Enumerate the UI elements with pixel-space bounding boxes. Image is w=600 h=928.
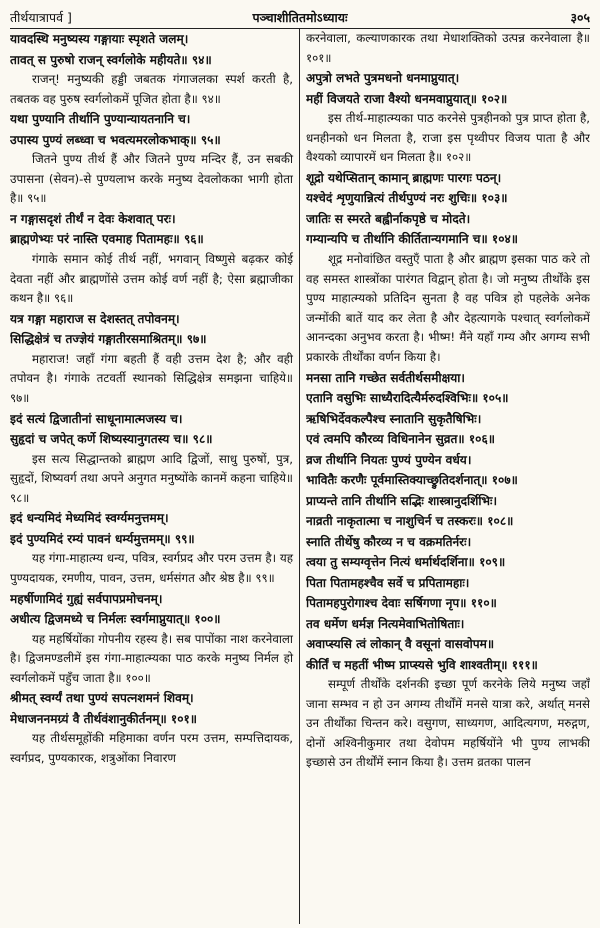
shloka-line: तावत् स पुरुषो राजन् स्वर्गलोके महीयते॥ ९४॥ [10,52,212,67]
translation-paragraph: करनेवाला, कल्याणकारक तथा मेधाशक्तिको उत्पन्न करनेवाला है॥ १०१॥ [306,31,590,65]
shloka-line: कीर्तिं च महतीं भीष्म प्राप्स्यसे भुवि शाश्वतीम्॥ १११॥ [306,657,538,672]
shloka-line: सिद्धिक्षेत्रं च तज्ज्ञेयं गङ्गातीरसमाश्रितम्॥ ९७॥ [10,332,207,347]
shloka-line: यावदस्थि मनुष्यस्य गङ्गायाः स्पृशते जलम्। [10,32,189,46]
translation-paragraph: शूद्र मनोवांछित वस्तुएँ पाता है और ब्राह्मण इसका पाठ करे तो वह समस्त शास्त्रोंका पारंगत विद्वान् होता है। जो मनुष्य तीर्थोंके इस पुण्य माहात्म्यको प्रतिदिन सुनता है वह पवित्र हो पहलेके अनेक जन्मोंकी बातें याद कर लेता है और देहत्यागके पश्चात् स्वर्गलोकमें आनन्दका अनुभव करता है। भीष्म! मैंने यहाँ गम्य और अगम्य सभी प्रकारके तीर्थोंका वर्णन किया है। [306,251,590,364]
shloka-line: ब्राह्मणेभ्यः परं नास्ति एवमाह पितामहः॥ ९६॥ [10,232,204,247]
shloka-line: मेधाजननमग्र्यं वै तीर्थवंशानुकीर्तनम्॥ १०१॥ [10,711,198,726]
shloka-line: प्राप्यन्ते तानि तीर्थानि सद्भिः शास्त्रानुदर्शिभिः। [306,493,498,508]
translation-paragraph: गंगाके समान कोई तीर्थ नहीं, भगवान् विष्णुसे बढ़कर कोई देवता नहीं और ब्राह्मणोंसे उत्तम कोई वर्ण नहीं है; ऐसा ब्रह्माजीका कथन है॥ ९६॥ [10,251,293,306]
shloka-line: शूद्रो यथेप्सितान् कामान् ब्राह्मणः पारगः पठन्। [306,170,502,185]
shloka-line: इदं सत्यं द्विजातीनां साधूनामात्मजस्य च। [10,411,183,426]
shloka-line: स्नाति तीर्थेषु कौरव्य न च वक्रमतिर्नरः। [306,534,472,549]
shloka-line: जातिः स स्मरते बह्वीर्नाकपृष्ठे च मोदते। [306,211,471,226]
shloka-line: यश्चेदं शृणुयान्नित्यं तीर्थपुण्यं नरः शुचिः॥ १०३॥ [306,191,508,206]
translation-paragraph: यह गंगा-माहात्म्य धन्य, पवित्र, स्वर्गप्रद और परम उत्तम है। यह पुण्यदायक, रमणीय, पावन, उत्तम, धर्मसंगत और श्रेष्ठ है॥ ९९॥ [10,551,293,585]
shloka-line: अवाप्स्यसि त्वं लोकान् वै वसूनां वासवोपम॥ [306,637,495,652]
shloka-line: गम्यान्यपि च तीर्थानि कीर्तितान्यगमानि च॥ १०४॥ [306,232,519,247]
shloka-line: अपुत्रो लभते पुत्रमधनो धनमाप्नुयात्। [306,71,460,86]
shloka-line: एतानि वसुभिः साध्यैरादित्यैर्मरुदश्विभिः॥ १०५॥ [306,391,509,406]
translation-paragraph: इस तीर्थ-माहात्म्यका पाठ करनेसे पुत्रहीनको पुत्र प्राप्त होता है, धनहीनको धन मिलता है, राजा इस पृथ्वीपर विजय पाता है और वैश्यको व्यापारमें धन मिलता है॥ १०२॥ [306,111,590,165]
shloka-line: सुहृदां च जपेत् कर्णे शिष्यस्यानुगतस्य च॥ ९८॥ [10,432,213,447]
shloka-line: व्रज तीर्थानि नियतः पुण्यं पुण्येन वर्धय। [306,452,472,467]
shloka-line: इदं पुण्यमिदं रम्यं पावनं धर्म्यमुत्तमम्॥ ९९॥ [10,531,195,546]
shloka-line: अधीत्य द्विजमध्ये च निर्मलः स्वर्गमाप्नुयात्॥ १००॥ [10,612,221,626]
shloka-line: ऋषिभिर्देवकल्पैश्च स्नातानि सुकृतैषिभिः। [306,411,482,426]
text-columns [10,29,590,924]
translation-paragraph: यह महर्षियोंका गोपनीय रहस्य है। सब पापोंका नाश करनेवाला है। द्विजमण्डलीमें इस गंगा-माहात्म्यका पाठ करके मनुष्य निर्मल हो स्वर्गलोकमें पहुँच जाता है॥ १००॥ [10,631,293,685]
translation-paragraph: इस सत्य सिद्धान्तको ब्राह्मण आदि द्विजों, साधु पुरुषों, पुत्र, सुहृदों, शिष्यवर्ग तथा अपने अनुगत मनुष्योंके कानमें कहना चाहिये॥ ९८॥ [10,451,293,505]
running-header [10,6,590,29]
shloka-line: महर्षीणामिदं गुह्यं सर्वपापप्रमोचनम्। [10,591,163,606]
left-column [10,29,300,924]
shloka-line: पिता पितामहश्चैव सर्वे च प्रपितामहाः। [306,575,470,590]
shloka-line: त्वया तु सम्यग्वृत्तेन नित्यं धर्मार्थदर्शिना॥ १०९॥ [306,555,506,570]
shloka-line: मनसा तानि गच्छेत सर्वतीर्थसमीक्षया। [306,370,465,385]
page-number: ३०५ [570,9,590,25]
shloka-line: यत्र गङ्गा महाराज स देशस्तत् तपोवनम्। [10,311,180,326]
shloka-line: न गङ्गासदृशं तीर्थं न देवः केशवात् परः। [10,211,176,226]
shloka-line: श्रीमत् स्वर्ग्यं तथा पुण्यं सपत्नशमनं शिवम्। [10,691,194,706]
right-column [300,29,590,924]
translation-paragraph: यह तीर्थसमूहोंकी महिमाका वर्णन परम उत्तम, सम्पत्तिदायक, स्वर्गप्रद, पुण्यकारक, शत्रुओंका निवारण [10,731,293,765]
header-chapter-title: पञ्चाशीतितमोऽध्यायः [252,9,348,25]
translation-paragraph: जितने पुण्य तीर्थ हैं और जितने पुण्य मन्दिर हैं, उन सबकी उपासना (सेवन)-से पुण्यलाभ करके मनुष्य देवलोकका भागी होता है॥ ९५॥ [10,152,293,206]
translation-paragraph: राजन्! मनुष्यकी हड्डी जबतक गंगाजलका स्पर्श करती है, तबतक वह पुरुष स्वर्गलोकमें पूजित होता है॥ ९४॥ [10,72,293,106]
translation-paragraph: सम्पूर्ण तीर्थोंके दर्शनकी इच्छा पूर्ण करनेके लिये मनुष्य जहाँ जाना सम्भव न हो उन अगम्य तीर्थोंमें मनसे यात्रा करे, अर्थात् मनसे उन तीर्थोंका चिन्तन करे। वसुगण, साध्यगण, आदित्यगण, मरुद्गण, दोनों अश्विनीकुमार तथा देवोपम महर्षियोंने भी पुण्य लाभकी इच्छासे उन तीर्थोंमें स्नान किया है। उत्तम व्रतका पालन [306,677,590,770]
shloka-line: भावितैः करणैः पूर्वमास्तिक्याच्छ्रुतिदर्शनात्॥ १०७॥ [306,473,518,488]
shloka-line: यथा पुण्यानि तीर्थानि पुण्यान्यायतनानि च। [10,112,191,127]
translation-paragraph: महाराज! जहाँ गंगा बहती हैं वही उत्तम देश है; और वही तपोवन है। गंगाके तटवर्ती स्थानको सिद्धिक्षेत्र समझना चाहिये॥ ९७॥ [10,351,293,405]
shloka-line: एवं त्वमपि कौरव्य विधिनानेन सुव्रत॥ १०६॥ [306,432,495,447]
header-section-title: तीर्थयात्रापर्व ] [10,9,72,25]
shloka-line: महीं विजयते राजा वैश्यो धनमवाप्नुयात्॥ १०२॥ [306,91,508,106]
shloka-line: पितामहपुरोगाश्च देवाः सर्षिगणा नृप॥ ११०॥ [306,596,497,611]
shloka-line: तव धर्मेण धर्मज्ञ नित्यमेवाभितोषिताः। [306,616,465,631]
shloka-line: नाव्रती नाकृतात्मा च नाशुचिर्न च तस्करः॥ १०८॥ [306,514,514,529]
shloka-line: इदं धन्यमिदं मेध्यमिदं स्वर्ग्यमनुत्तमम्। [10,511,169,526]
shloka-line: उपास्य पुण्यं लब्ध्वा च भवत्यमरलोकभाक्॥ ९५॥ [10,132,221,147]
